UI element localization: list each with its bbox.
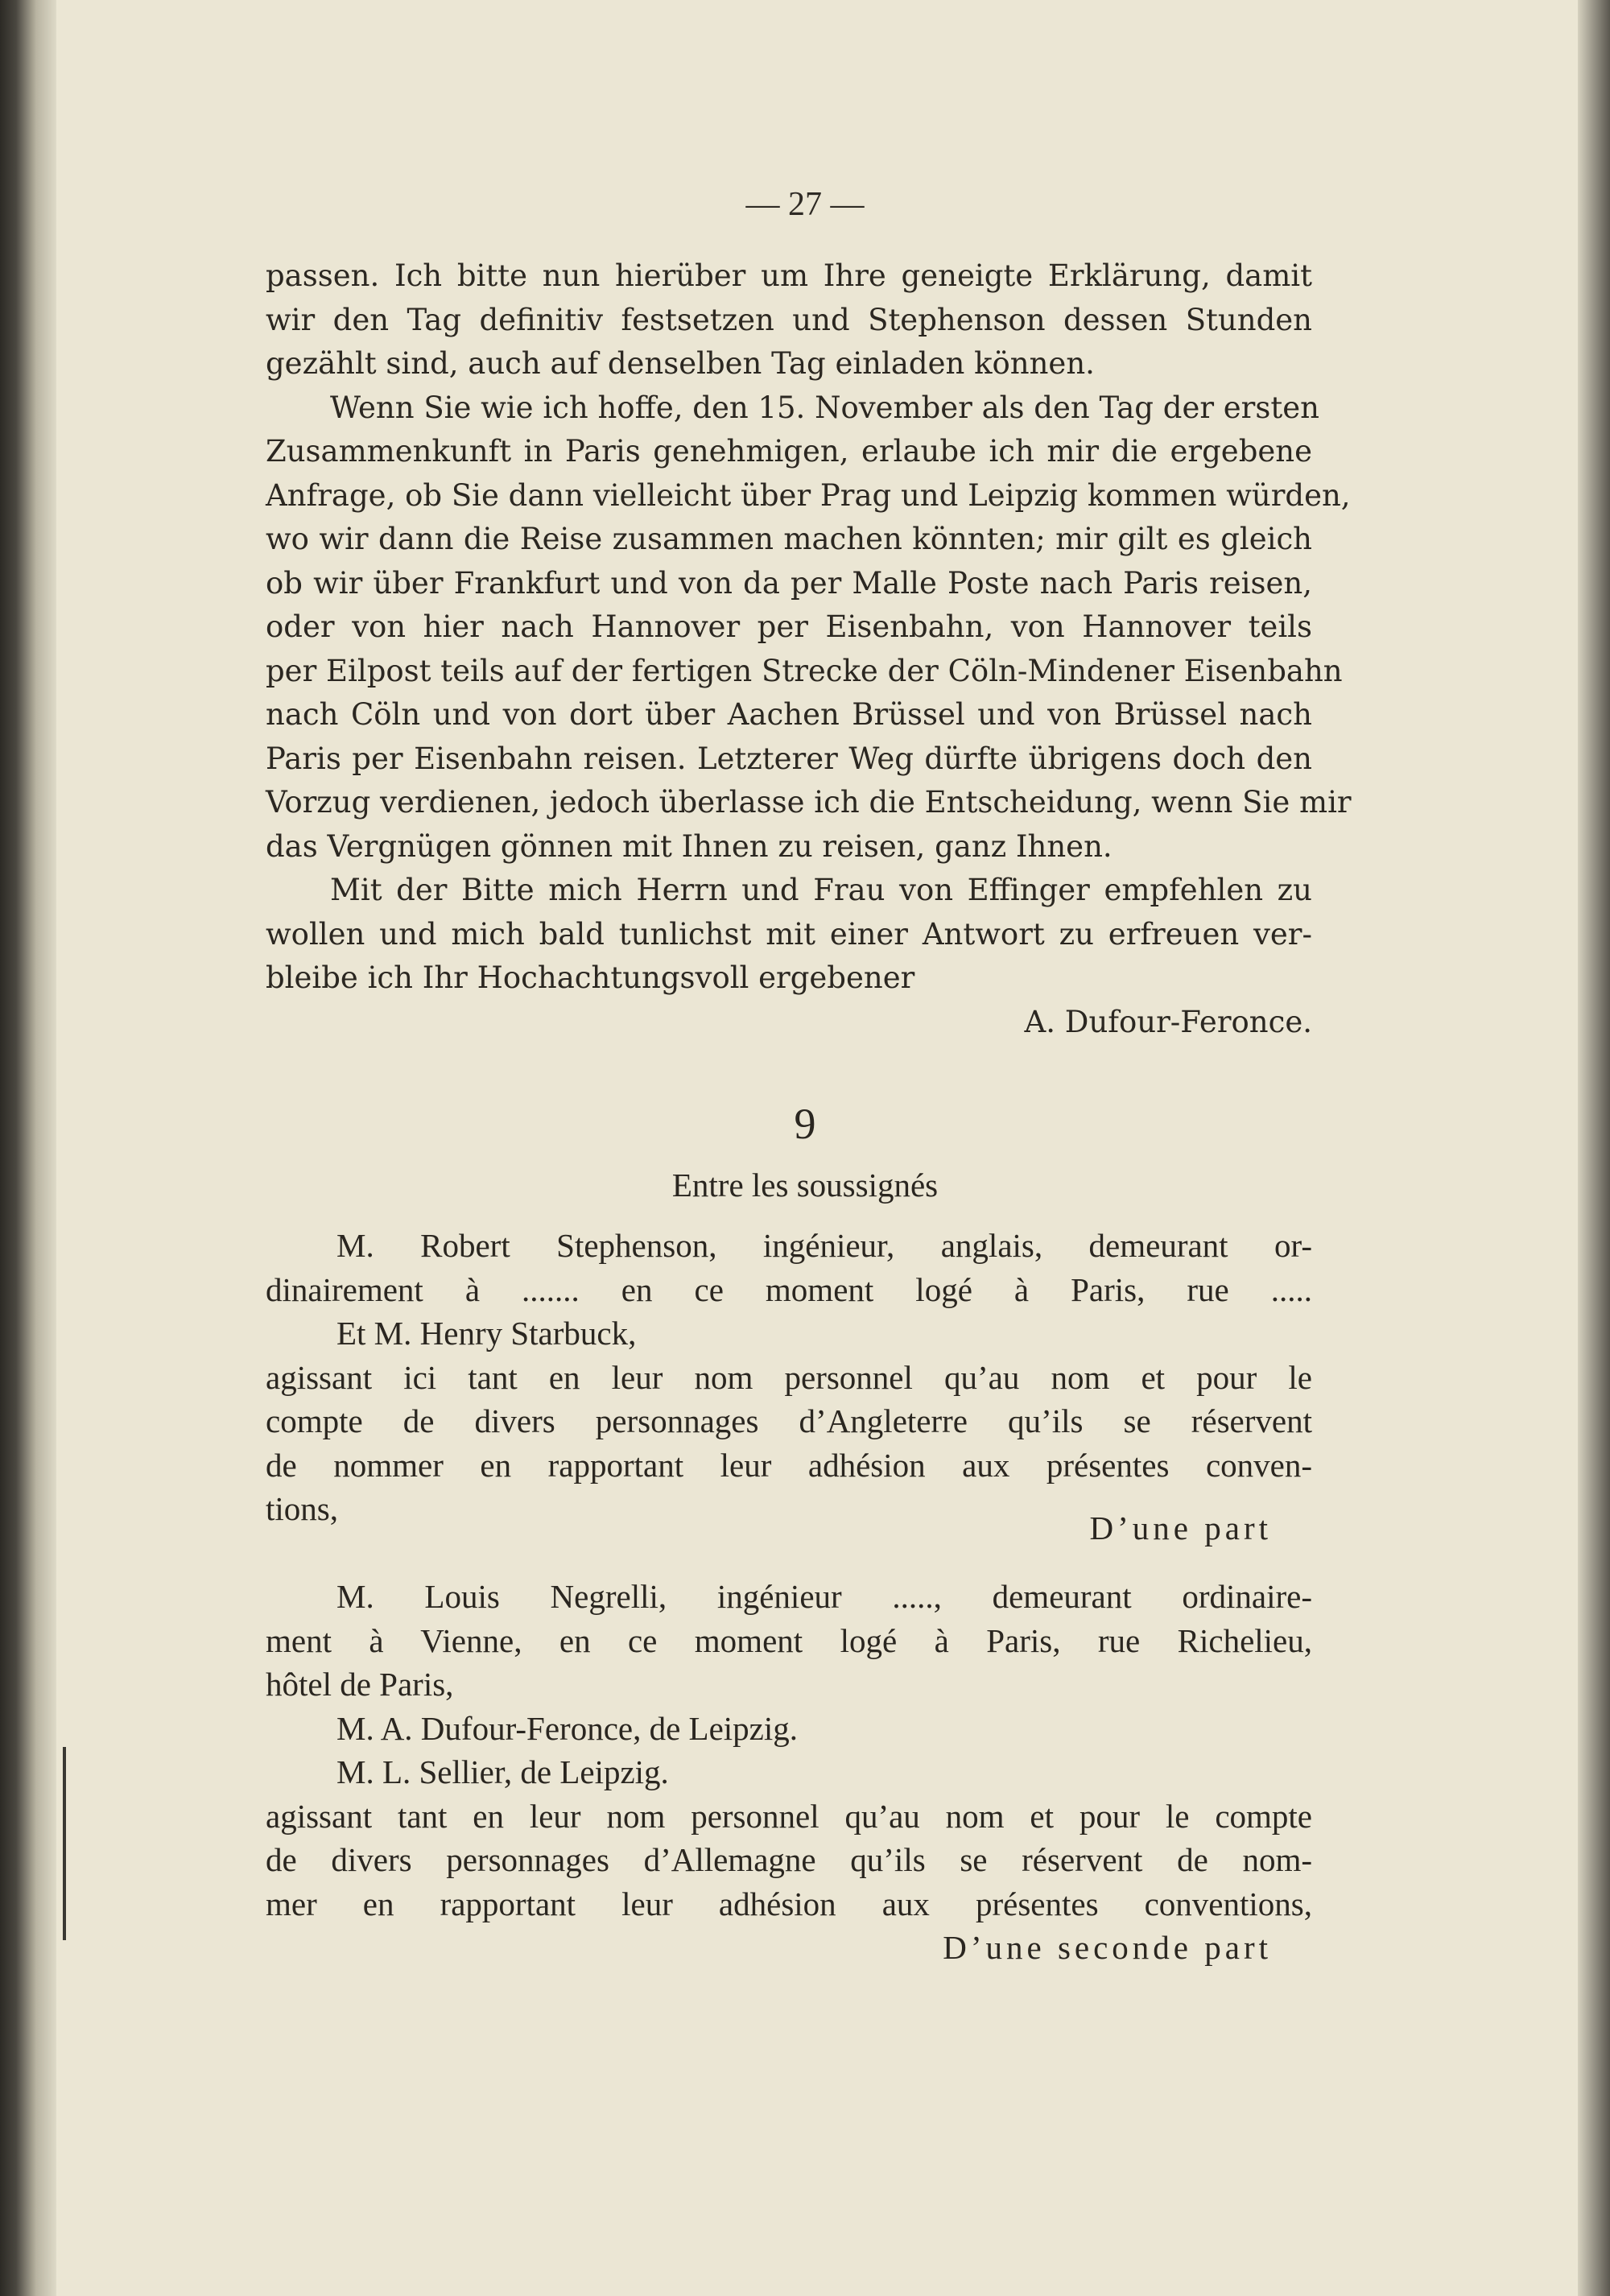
contract-line: agissant ici tant en leur nom personnel qu’au nom et pour le xyxy=(266,1358,1312,1396)
section-heading: Entre les soussignés xyxy=(671,1167,939,1204)
letter-line: Zusammenkunft in Paris genehmigen, erlaube ich mir die ergebene xyxy=(266,434,1312,469)
page-number: — 27 — xyxy=(745,186,865,223)
contract-line: M. L. Sellier, de Leipzig. xyxy=(336,1753,669,1790)
letter-line: gezählt sind, auch auf denselben Tag einladen können. xyxy=(266,346,1095,381)
margin-mark xyxy=(63,1747,66,1940)
contract-line: de divers personnages d’Allemagne qu’ils se réservent de nom- xyxy=(266,1841,1312,1878)
letter-line: passen. Ich bitte nun hierüber um Ihre geneigte Erklärung, damit xyxy=(266,258,1312,293)
contract-line: agissant tant en leur nom personnel qu’au nom et pour le compte xyxy=(266,1797,1312,1835)
french-contract xyxy=(266,1224,1312,1970)
contract-line: M. A. Dufour-Feronce, de Leipzig. xyxy=(336,1709,799,1747)
letter-line: per Eilpost teils auf der fertigen Strecke der Cöln-Mindener Eisenbahn xyxy=(266,653,1343,688)
party-label-first: D’une part xyxy=(1089,1509,1272,1546)
contract-line: Et M. Henry Starbuck, xyxy=(336,1315,637,1352)
contract-line: de nommer en rapportant leur adhésion aux présentes conven- xyxy=(266,1446,1312,1484)
letter-line: Paris per Eisenbahn reisen. Letzterer Weg dürfte übrigens doch den xyxy=(266,741,1312,776)
letter-line: bleibe ich Ihr Hochachtungsvoll ergebener xyxy=(266,960,915,995)
contract-line: dinairement à ....... en ce moment logé à Paris, rue ..... xyxy=(266,1270,1312,1308)
letter-line: Vorzug verdienen, jedoch überlasse ich die Entscheidung, wenn Sie mir xyxy=(266,785,1352,820)
contract-line: compte de divers personnages d’Angleterre qu’ils se réservent xyxy=(266,1402,1312,1439)
party-label-second: D’une seconde part xyxy=(943,1929,1272,1966)
letter-line: das Vergnügen gönnen mit Ihnen zu reisen, ganz Ihnen. xyxy=(266,828,1113,864)
letter-line: wollen und mich bald tunlichst mit einer Antwort zu erfreuen ver- xyxy=(266,916,1312,952)
letter-line: Anfrage, ob Sie dann vielleicht über Prag und Leipzig kommen würden, xyxy=(266,477,1351,513)
contract-line: tions, xyxy=(266,1490,338,1527)
letter-line: wir den Tag definitiv festsetzen und Stephenson dessen Stunden xyxy=(266,302,1312,337)
german-letter xyxy=(266,254,1352,1044)
contract-line: M. Robert Stephenson, ingénieur, anglais, demeurant or- xyxy=(336,1227,1312,1264)
contract-line: ment à Vienne, en ce moment logé à Paris, rue Richelieu, xyxy=(266,1621,1312,1659)
letter-line: nach Cöln und von dort über Aachen Brüssel und von Brüssel nach xyxy=(266,697,1312,732)
letter-line: Mit der Bitte mich Herrn und Frau von Effinger empfehlen zu xyxy=(330,873,1312,907)
letter-line: oder von hier nach Hannover per Eisenbahn, von Hannover teils xyxy=(266,609,1312,644)
section-number: 9 xyxy=(794,1100,816,1148)
letter-signature: A. Dufour-Feronce. xyxy=(1024,1004,1312,1039)
letter-line: Wenn Sie wie ich hoffe, den 15. November als den Tag der ersten xyxy=(330,390,1319,425)
letter-line: wo wir dann die Reise zusammen machen könnten; mir gilt es gleich xyxy=(266,522,1312,556)
contract-line: mer en rapportant leur adhésion aux présentes conventions, xyxy=(266,1885,1312,1922)
letter-line: ob wir über Frankfurt und von da per Malle Poste nach Paris reisen, xyxy=(266,565,1312,601)
contract-line: M. Louis Negrelli, ingénieur ....., demeurant ordinaire- xyxy=(336,1578,1312,1615)
contract-line: hôtel de Paris, xyxy=(266,1666,454,1703)
